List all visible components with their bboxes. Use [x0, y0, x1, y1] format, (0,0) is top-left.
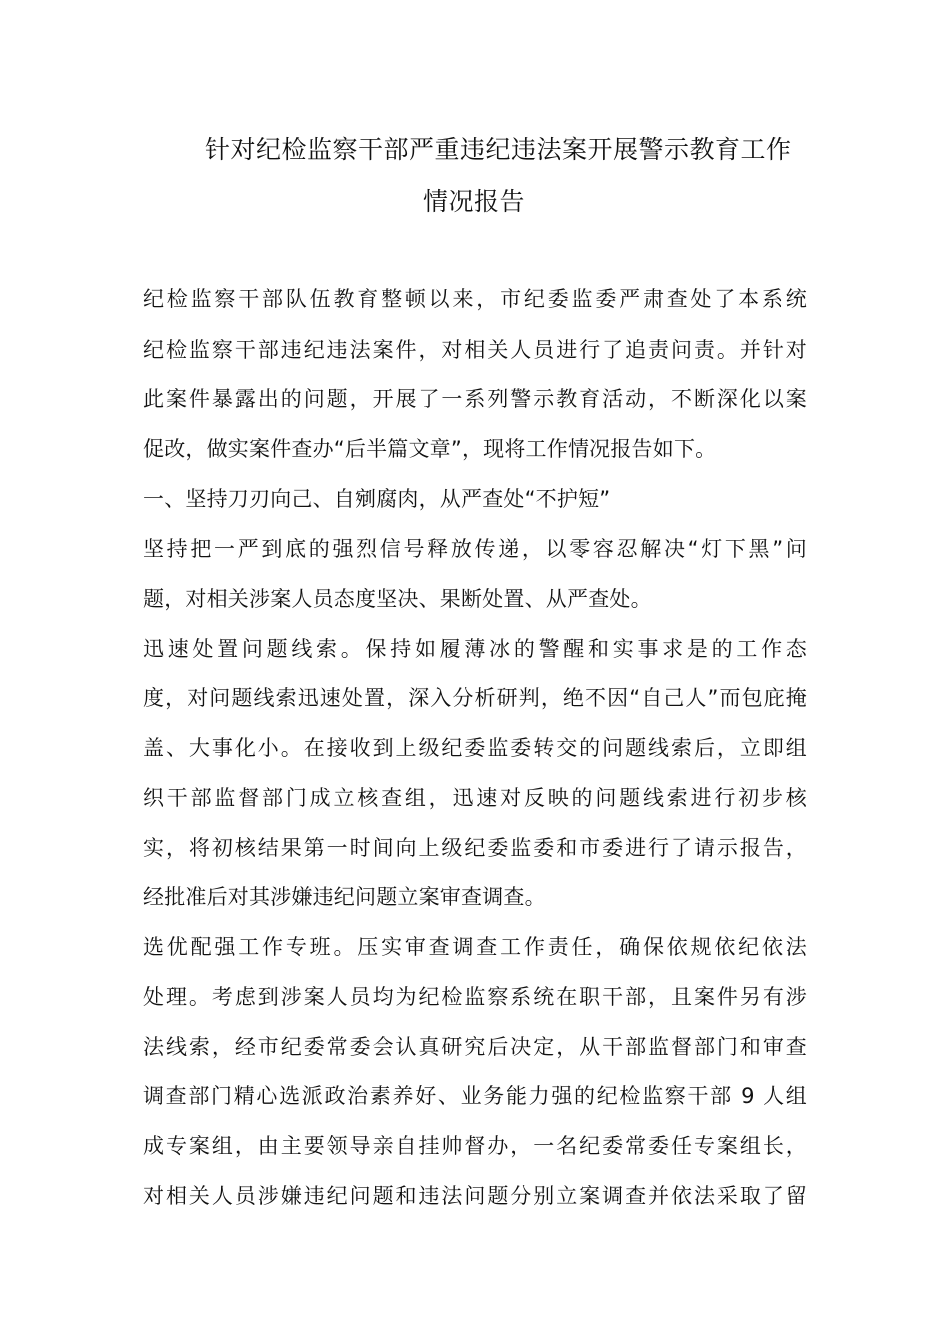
body-line: 处理。考虑到涉案人员均为纪检监察系统在职干部，且案件另有涉 — [143, 985, 807, 1009]
section-heading: 一、坚持刀刃向己、自剜腐肉，从严查处“不护短” — [143, 487, 611, 511]
body-line: 选优配强工作专班。压实审查调查工作责任，确保依规依纪依法 — [143, 935, 807, 959]
body-line: 迅速处置问题线索。保持如履薄冰的警醒和实事求是的工作态 — [143, 637, 807, 661]
body-line: 度，对问题线索迅速处置，深入分析研判，绝不因“自己人”而包庇掩 — [143, 686, 807, 710]
body-line: 对相关人员涉嫌违纪问题和违法问题分别立案调查并依法采取了留 — [143, 1184, 807, 1208]
body-line: 此案件暴露出的问题，开展了一系列警示教育活动，不断深化以案 — [143, 387, 807, 411]
body-line: 实，将初核结果第一时间向上级纪委监委和市委进行了请示报告， — [143, 836, 807, 860]
body-line: 纪检监察干部违纪违法案件，对相关人员进行了追责问责。并针对 — [143, 338, 807, 362]
body-line: 纪检监察干部队伍教育整顿以来，市纪委监委严肃查处了本系统 — [143, 287, 807, 311]
body-line: 成专案组，由主要领导亲自挂帅督办，一名纪委常委任专案组长， — [143, 1134, 807, 1158]
body-line: 题，对相关涉案人员态度坚决、果断处置、从严查处。 — [143, 587, 652, 611]
body-line: 促改，做实案件查办“后半篇文章”，现将工作情况报告如下。 — [143, 437, 717, 461]
body-line: 法线索，经市纪委常委会认真研究后决定，从干部监督部门和审查 — [143, 1035, 807, 1059]
document-title-line-1: 针对纪检监察干部严重违纪违法案开展警示教育工作 — [205, 135, 792, 164]
document-title-line-2: 情况报告 — [423, 187, 526, 216]
body-line: 调查部门精心选派政治素养好、业务能力强的纪检监察干部 9 人组 — [143, 1084, 807, 1108]
body-line: 织干部监督部门成立核查组，迅速对反映的问题线索进行初步核 — [143, 786, 807, 810]
body-line: 坚持把一严到底的强烈信号释放传递，以零容忍解决“灯下黑”问 — [143, 537, 807, 561]
body-line: 盖、大事化小。在接收到上级纪委监委转交的问题线索后，立即组 — [143, 736, 807, 760]
body-line: 经批准后对其涉嫌违纪问题立案审查调查。 — [143, 885, 546, 909]
